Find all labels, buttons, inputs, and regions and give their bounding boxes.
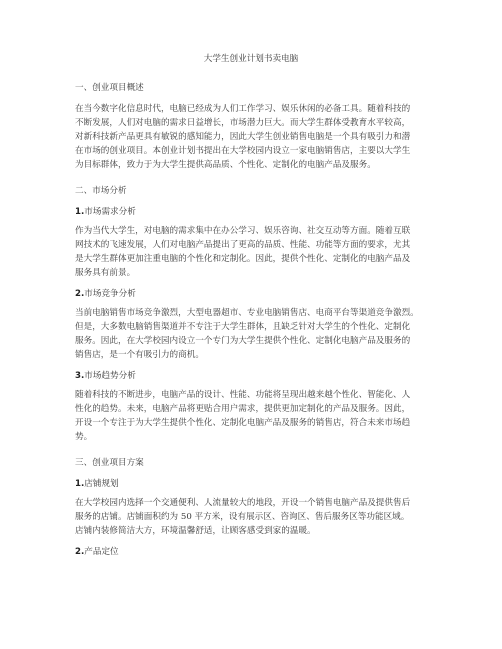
subsection-number: 1. [75, 207, 85, 217]
subsection-label: 市场竞争分析 [84, 289, 136, 299]
subsection-number: 2. [75, 289, 85, 299]
subsection-number: 2. [75, 547, 85, 557]
market-trend-line-3: 开设一个专注于为大学生提供个性化、定制化电脑产品及服务的销售店，符合未来市场趋 [75, 418, 411, 428]
subsection-label: 市场需求分析 [84, 207, 136, 217]
store-plan-line-3: 店铺内装修简洁大方，环境温馨舒适，让顾客感受到家的温暖。 [75, 526, 316, 536]
section-1-line-2: 不断发展，人们对电脑的需求日益增长，市场潜力巨大。而大学生群体受教育水平较高， [75, 118, 411, 128]
subsection-product-positioning-heading [75, 546, 119, 558]
market-demand-line-4: 服务具有前景。 [75, 268, 136, 278]
document-title: 大学生创业计划书卖电脑 [203, 54, 299, 64]
market-demand-line-2: 网技术的飞速发展，人们对电脑产品提出了更高的品质、性能、功能等方面的要求，尤其 [75, 240, 411, 250]
store-plan-line-2: 服务的店铺。店铺面积约为 50 平方米，设有展示区、咨询区、售后服务区等功能区域。 [75, 512, 410, 522]
market-competition-line-3: 服务。因此，在大学校园内设立一个专门为大学生提供个性化、定制化电脑产品及服务的 [75, 336, 411, 346]
subsection-market-trend-heading [75, 370, 136, 382]
subsection-label: 市场趋势分析 [84, 371, 136, 381]
market-trend-line-2: 性化的趋势。未来，电脑产品将更贴合用户需求，提供更加定制化的产品及服务。因此， [75, 404, 411, 414]
subsection-number: 3. [75, 371, 85, 381]
section-1-heading: 一、创业项目概述 [75, 83, 144, 93]
section-1-line-1: 在当今数字化信息时代，电脑已经成为人们工作学习、娱乐休闲的必备工具。随着科技的 [75, 104, 411, 114]
store-plan-line-1: 在大学校园内选择一个交通便利、人流量较大的地段，开设一个销售电脑产品及提供售后 [75, 498, 411, 508]
subsection-label: 产品定位 [84, 547, 119, 557]
market-demand-line-3: 是大学生群体更加注重电脑的个性化和定制化。因此，提供个性化、定制化的电脑产品及 [75, 254, 411, 264]
market-competition-line-1: 当前电脑销售市场竞争激烈，大型电器超市、专业电脑销售店、电商平台等渠道竞争激烈。 [75, 308, 419, 318]
subsection-store-plan-heading [75, 478, 119, 490]
section-2-heading: 二、市场分析 [75, 186, 127, 196]
market-demand-line-1: 作为当代大学生，对电脑的需求集中在办公学习、娱乐咨询、社交互动等方面。随着互联 [75, 226, 411, 236]
market-competition-line-2: 但是，大多数电脑销售渠道并不专注于大学生群体，且缺乏针对大学生的个性化、定制化 [75, 322, 411, 332]
subsection-label: 店铺规划 [84, 479, 119, 489]
section-1-line-4: 在市场的创业项目。本创业计划书提出在大学校园内设立一家电脑销售店，主要以大学生 [75, 146, 411, 156]
subsection-market-demand-heading [75, 206, 136, 218]
market-trend-line-1: 随着科技的不断进步，电脑产品的设计、性能、功能将呈现出越来越个性化、智能化、人 [75, 390, 411, 400]
subsection-number: 1. [75, 479, 85, 489]
section-3-heading: 三、创业项目方案 [75, 458, 144, 468]
section-1-line-3: 对新科技新产品更具有敏锐的感知能力，因此大学生创业销售电脑是一个具有吸引力和潜 [75, 132, 411, 142]
subsection-market-competition-heading [75, 288, 136, 300]
market-trend-line-4: 势。 [75, 432, 93, 442]
section-1-line-5: 为目标群体，致力于为大学生提供高品质、个性化、定制化的电脑产品及服务。 [75, 160, 376, 170]
market-competition-line-4: 销售店，是一个有吸引力的商机。 [75, 350, 204, 360]
